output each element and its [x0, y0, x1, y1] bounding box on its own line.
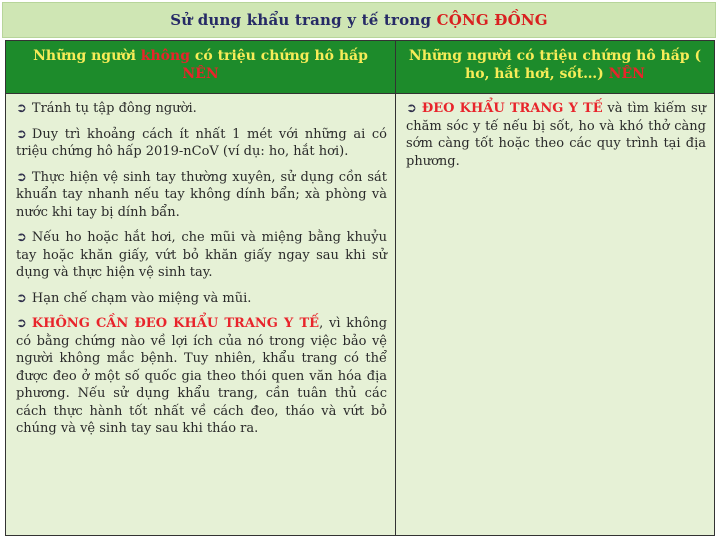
arrow-right-circle-icon: ➲ — [16, 101, 27, 116]
comparison-table — [5, 40, 715, 536]
list-item-text: Duy trì khoảng cách ít nhất 1 mét với những ai có triệu chứng hô hấp 2019-nCoV (ví dụ: ho, hắt hơi). — [16, 126, 387, 159]
list-item — [16, 100, 387, 118]
header-no-symptoms — [6, 41, 396, 93]
list-item — [16, 169, 387, 222]
arrow-right-circle-icon: ➲ — [16, 290, 27, 306]
title-accent: CỘNG ĐỒNG — [436, 11, 548, 29]
header-left-should: NÊN — [182, 66, 219, 82]
list-item-text: và tìm kiếm sự chăm sóc y tế nếu bị sốt, ho và khó thở càng sớm càng tốt hoặc theo các quy trình tại địa phương. — [406, 101, 706, 169]
header-with-symptoms — [396, 41, 714, 93]
list-item — [16, 229, 387, 282]
list-item-text: Tránh tụ tập đông người. — [31, 101, 197, 116]
list-item-text: Hạn chế chạm vào miệng và mũi. — [31, 290, 252, 306]
list-item — [406, 100, 706, 170]
list-item-text: Thực hiện vệ sinh tay thường xuyên, sử dụng cồn sát khuẩn tay nhanh nếu tay không dính bẩn; xà phòng và nước khi tay bị dính bẩn. — [16, 169, 387, 220]
arrow-right-circle-icon: ➲ — [16, 126, 27, 142]
title-main: Sử dụng khẩu trang y tế trong — [170, 11, 437, 29]
column-no-symptoms — [6, 93, 396, 535]
wear-mask-highlight: ĐEO KHẨU TRANG Y TẾ — [421, 101, 603, 116]
header-left-keyword: không — [140, 48, 190, 64]
arrow-right-circle-icon: ➲ — [406, 101, 417, 116]
list-item-text: , vì không có bằng chứng nào về lợi ích của nó trong việc bảo vệ người không mắc bệnh. Tuy nhiên, khẩu trang có thể được đeo ở một số quốc gia theo thói quen văn hóa địa phương. Nếu sử dụng khẩu trang, cần tuân thủ các cách thực hành tốt nhất về cách đeo, tháo và vứt bỏ chúng và vệ sinh tay sau khi tháo ra. — [16, 316, 388, 436]
header-right-text: Những người có triệu chứng hô hấp ( ho, hắt hơi, sốt…) — [408, 48, 702, 82]
arrow-right-circle-icon: ➲ — [16, 169, 27, 185]
slide — [2, 2, 716, 536]
page-title — [2, 2, 716, 38]
column-with-symptoms — [396, 93, 714, 535]
header-left-prefix: Những người — [33, 48, 141, 64]
list-item-text: Nếu ho hoặc hắt hơi, che mũi và miệng bằng khuỷu tay hoặc khăn giấy, vứt bỏ khăn giấy ngay sau khi sử dụng và thực hiện vệ sinh tay. — [16, 230, 387, 280]
header-right-should: NÊN — [608, 66, 645, 82]
list-item — [16, 126, 387, 161]
list-item — [16, 315, 387, 438]
header-left-suffix: có triệu chứng hô hấp — [189, 48, 368, 64]
arrow-right-circle-icon: ➲ — [16, 230, 27, 245]
arrow-right-circle-icon: ➲ — [16, 316, 27, 331]
list-item — [16, 290, 387, 308]
no-mask-highlight: KHÔNG CẦN ĐEO KHẨU TRANG Y TẾ — [31, 316, 320, 331]
